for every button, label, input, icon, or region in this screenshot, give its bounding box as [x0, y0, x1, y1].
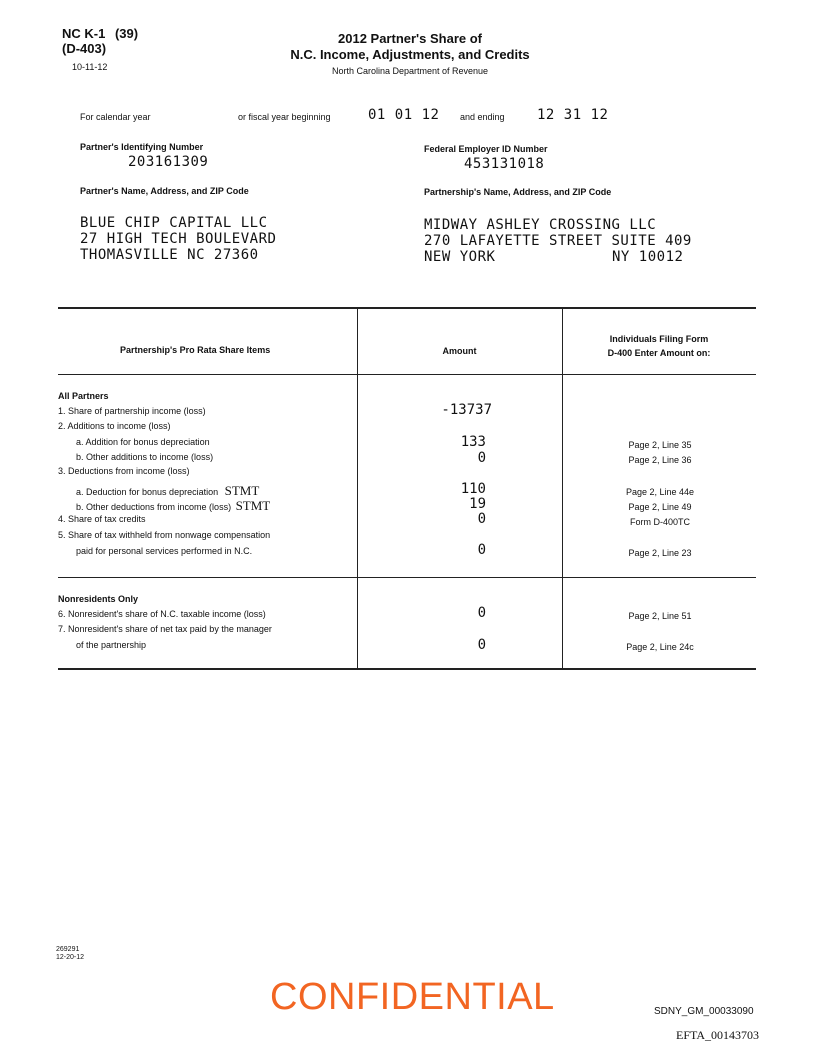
row-3b-amount: 19 — [469, 496, 486, 512]
partner-addr1: 27 HIGH TECH BOULEVARD — [80, 231, 277, 247]
section-divider-rule — [58, 577, 756, 578]
row-3-label: 3. Deductions from income (loss) — [58, 466, 190, 476]
partnership-statezip: NY 10012 — [612, 249, 684, 265]
row-5-label-2: paid for personal services performed in N.C. — [76, 546, 253, 556]
partnership-city: NEW YORK — [424, 249, 496, 265]
dept-name: North Carolina Department of Revenue — [331, 66, 489, 76]
ending-label: and ending — [460, 112, 505, 122]
partner-name-label: Partner's Name, Address, and ZIP Code — [80, 186, 249, 196]
row-5-amount: 0 — [477, 542, 486, 558]
header-bottom-rule — [58, 374, 756, 375]
row-2b-ref: Page 2, Line 36 — [628, 455, 692, 465]
footer-code-1: 269291 — [56, 946, 80, 953]
row-7-amount: 0 — [477, 637, 486, 653]
row-6-label: 6. Nonresident's share of N.C. taxable income (loss) — [58, 609, 266, 619]
calendar-year-label: For calendar year — [80, 112, 151, 122]
partnership-name: MIDWAY ASHLEY CROSSING LLC — [424, 217, 657, 233]
row-3b-text: b. Other deductions from income (loss) — [76, 502, 232, 512]
confidential-stamp: CONFIDENTIAL — [270, 976, 555, 1018]
fein-label: Federal Employer ID Number — [424, 144, 548, 154]
period-begin: 01 01 12 — [368, 107, 440, 123]
row-3a-ref: Page 2, Line 44e — [625, 487, 695, 497]
fein: 453131018 — [464, 156, 545, 172]
bates-number: SDNY_GM_00033090 — [654, 1006, 754, 1017]
row-4-amount: 0 — [477, 511, 486, 527]
nonresidents-heading: Nonresidents Only — [58, 594, 139, 604]
row-5-label-1: 5. Share of tax withheld from nonwage compensation — [58, 530, 271, 540]
table-top-rule — [58, 307, 756, 309]
efta-number: EFTA_00143703 — [676, 1028, 760, 1042]
col-enter-header-2: D-400 Enter Amount on: — [607, 348, 711, 358]
partner-addr2: THOMASVILLE NC 27360 — [80, 247, 259, 263]
row-5-ref: Page 2, Line 23 — [628, 548, 692, 558]
form-sub: (D-403) — [62, 41, 107, 56]
row-2a-ref: Page 2, Line 35 — [628, 440, 692, 450]
period-end: 12 31 12 — [537, 107, 609, 123]
column-divider-2 — [562, 307, 563, 669]
col-amount-header: Amount — [442, 346, 477, 356]
form-num-text: (39) — [114, 26, 139, 41]
form-id-text: NC K-1 — [62, 26, 106, 41]
row-3b-label — [76, 498, 270, 514]
col-items-header: Partnership's Pro Rata Share Items — [120, 345, 271, 355]
row-2a-label: a. Addition for bonus depreciation — [76, 437, 210, 447]
title-line-1: 2012 Partner's Share of — [338, 31, 482, 46]
row-3a-stmt: STMT — [224, 483, 260, 498]
table-bottom-rule — [58, 668, 756, 670]
column-divider-1 — [357, 307, 358, 669]
row-2b-label: b. Other additions to income (loss) — [76, 452, 214, 462]
row-1-label: 1. Share of partnership income (loss) — [58, 406, 206, 416]
row-2b-amount: 0 — [477, 450, 486, 466]
row-3a-label — [76, 483, 259, 499]
row-6-ref: Page 2, Line 51 — [628, 611, 692, 621]
partner-name: BLUE CHIP CAPITAL LLC — [80, 215, 268, 231]
row-4-label: 4. Share of tax credits — [58, 514, 146, 524]
footer-code-2: 12-20-12 — [56, 954, 85, 961]
title-line-2: N.C. Income, Adjustments, and Credits — [290, 47, 530, 62]
partner-id: 203161309 — [128, 154, 209, 170]
all-partners-heading: All Partners — [58, 391, 109, 401]
row-3a-amount: 110 — [460, 481, 486, 497]
col-enter-header-1: Individuals Filing Form — [609, 334, 709, 344]
row-7-label-1: 7. Nonresident's share of net tax paid by the manager — [58, 624, 272, 634]
row-3a-text: a. Deduction for bonus depreciation — [76, 487, 219, 497]
partnership-addr1: 270 LAFAYETTE STREET SUITE 409 — [424, 233, 692, 249]
row-7-ref: Page 2, Line 24c — [626, 642, 694, 652]
row-7-label-2: of the partnership — [76, 640, 147, 650]
row-6-amount: 0 — [477, 605, 486, 621]
partnership-name-label: Partnership's Name, Address, and ZIP Code — [424, 187, 612, 197]
fiscal-year-label: or fiscal year beginning — [238, 112, 331, 122]
row-1-amount: -13737 — [441, 402, 492, 418]
row-2-label: 2. Additions to income (loss) — [58, 421, 171, 431]
rev-date: 10-11-12 — [72, 62, 108, 72]
partner-id-label: Partner's Identifying Number — [80, 142, 204, 152]
row-3b-ref: Page 2, Line 49 — [628, 502, 692, 512]
row-3b-stmt: STMT — [235, 498, 271, 513]
form-id — [62, 26, 138, 41]
row-2a-amount: 133 — [460, 434, 486, 450]
row-4-ref: Form D-400TC — [629, 517, 690, 527]
